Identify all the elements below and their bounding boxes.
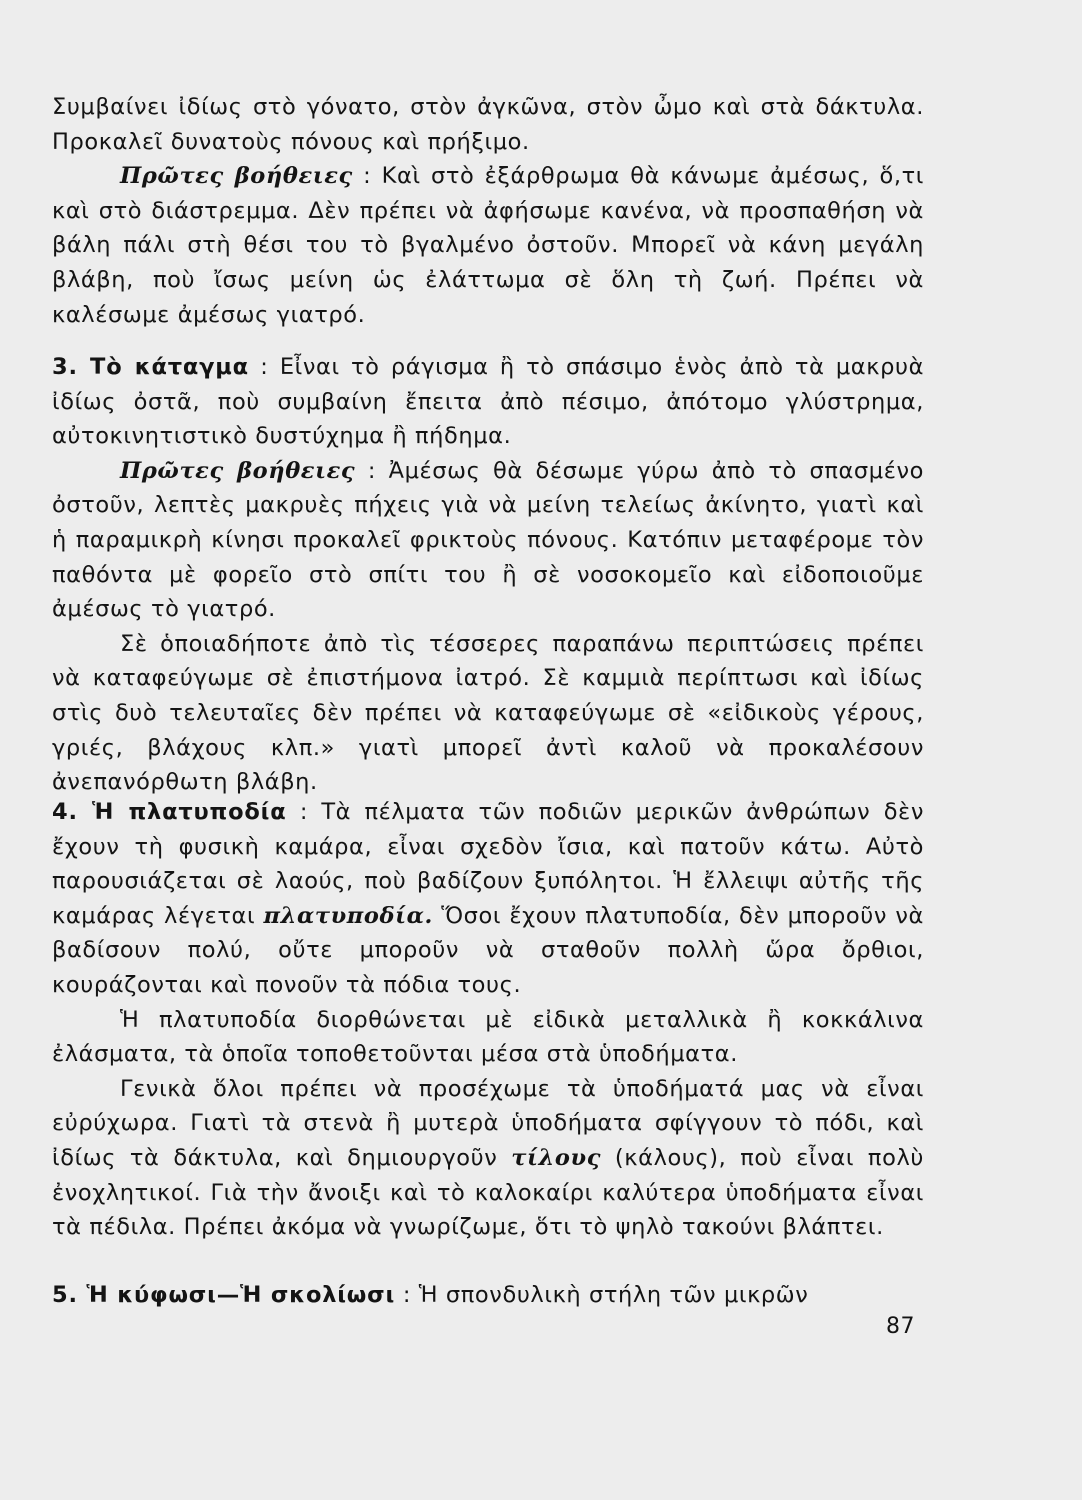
section-3-paragraph [52,350,924,454]
section-4-term-2: τίλους [511,1144,602,1171]
section-4-paragraph [52,795,924,1003]
section-5 [52,1278,924,1313]
first-aid-label: Πρῶτες βοήθειες [120,163,353,190]
intro-first-aid-paragraph [52,159,924,332]
section-3-text: : Εἶναι τὸ ράγισμα ἢ τὸ σπάσιμο ἑνὸς ἀπὸ τὰ μακρυὰ ἰδίως ὀστᾶ, ποὺ συμβαίνη ἔπειτα ἀπὸ πέσιμο, ἀπότομο γλύστρημα, αὐτοκινητιστικὸ δυστύχημα ἢ πήδημα. [52,354,924,450]
section-3-heading: 3. Τὸ κάταγμα [52,354,249,380]
section-4-paragraph-3 [52,1072,924,1245]
first-aid-text: : Καὶ στὸ ἐξάρθρωμα θὰ κάνωμε ἀμέσως, ὅ,τι καὶ στὸ διάστρεμμα. Δὲν πρέπει νὰ ἀφήσωμε κανένα, νὰ προσπαθήση νὰ βάλη πάλι στὴ θέσι του τὸ βγαλμένο ὀστοῦν. Μπορεῖ νὰ κάνη μεγάλη βλάβη, ποὺ ἴσως μείνη ὡς ἐλάττωμα σὲ ὅλη τὴ ζωή. Πρέπει νὰ καλέσωμε ἀμέσως γιατρό. [52,163,924,328]
section-3-paragraph-2-text: Σὲ ὁποιαδήποτε ἀπὸ τὶς τέσσερες παραπάνω περιπτώσεις πρέπει νὰ καταφεύγωμε σὲ ἐπιστήμονα ἰατρό. Σὲ καμμιὰ περίπτωσι καὶ ἰδίως στὶς δυὸ τελευταῖες δὲν πρέπει νὰ καταφεύγωμε σὲ «εἰδικοὺς γέρους, γριές, βλάχους κλπ.» γιατὶ μπορεῖ ἀντὶ καλοῦ νὰ προκαλέσουν ἀνεπανόρθωτη βλάβη. [52,630,924,796]
intro-text: Συμβαίνει ἰδίως στὸ γόνατο, στὸν ἀγκῶνα, στὸν ὦμο καὶ στὰ δάκτυλα. Προκαλεῖ δυνατοὺς πόνους καὶ πρήξιμο. [52,94,924,155]
section-5-paragraph [52,1278,924,1313]
page-number: 87 [886,1314,915,1339]
section-4-text: : Τὰ πέλματα τῶν ποδιῶν μερικῶν ἀνθρώπων δὲν ἔχουν τὴ φυσικὴ καμάρα, εἶναι σχεδὸν ἴσια, καὶ πατοῦν κάτω. Αὐτὸ παρουσιάζεται σὲ λαούς, ποὺ βαδίζουν ξυπόλητοι. Ἡ ἔλλειψι αὐτῆς τῆς καμάρας λέγεται [52,799,924,929]
first-aid-label: Πρῶτες βοήθειες [120,457,356,484]
section-3 [52,350,924,800]
section-4-term: πλατυποδία. [263,902,433,929]
section-3-first-aid-paragraph [52,454,924,627]
section-4-heading: 4. Ἡ πλατυποδία [52,799,287,825]
section-4-paragraph-3-continued: (κάλους), ποὺ εἶναι πολὺ ἐνοχλητικοί. Γιὰ τὴν ἄνοιξι καὶ τὸ καλοκαίρι καλύτερα ὑποδήματα εἶναι τὰ πέδιλα. Πρέπει ἀκόμα νὰ γνωρίζωμε, ὅτι τὸ ψηλὸ τακούνι βλάπτει. [52,1144,924,1241]
section-4 [52,795,924,1245]
section-5-text: : Ἡ σπονδυλικὴ στήλη τῶν μικρῶν [402,1282,809,1308]
section-4-paragraph-3-text: Γενικὰ ὅλοι πρέπει νὰ προσέχωμε τὰ ὑποδήματά μας νὰ εἶναι εὐρύχωρα. Γιατὶ τὰ στενὰ ἢ μυτερὰ ὑποδήματα σφίγγουν τὸ πόδι, καὶ ἰδίως τὰ δάκτυλα, καὶ δημιουργοῦν [52,1075,924,1171]
first-aid-text: : Ἀμέσως θὰ δέσωμε γύρω ἀπὸ τὸ σπασμένο ὀστοῦν, λεπτὲς μακρυὲς πήχεις γιὰ νὰ μείνη τελείως ἀκίνητο, γιατὶ καὶ ἡ παραμικρὴ κίνησι προκαλεῖ φρικτοὺς πόνους. Κατόπιν μεταφέρομε τὸν παθόντα μὲ φορεῖο στὸ σπίτι του ἢ σὲ νοσοκομεῖο καὶ εἰδοποιοῦμε ἀμέσως τὸ γιατρό. [52,457,924,623]
section-4-paragraph-2 [52,1003,924,1072]
section-4-paragraph-2-text: Ἡ πλατυποδία διορθώνεται μὲ εἰδικὰ μεταλλικὰ ἢ κοκκάλινα ἐλάσματα, τὰ ὁποῖα τοποθετοῦνται μέσα στὰ ὑποδήματα. [52,1006,924,1068]
intro-paragraph [52,90,924,159]
section-3-paragraph-2 [52,627,924,800]
section-5-heading: 5. Ἡ κύφωσι—Ἡ σκολίωσι [52,1282,396,1308]
intro-section [52,90,924,332]
section-4-text-continued: Ὅσοι ἔχουν πλατυποδία, δὲν μποροῦν νὰ βαδίσουν πολύ, οὔτε μποροῦν νὰ σταθοῦν πολλὴ ὥρα ὄρθιοι, κουράζονται καὶ πονοῦν τὰ πόδια τους. [52,902,924,998]
